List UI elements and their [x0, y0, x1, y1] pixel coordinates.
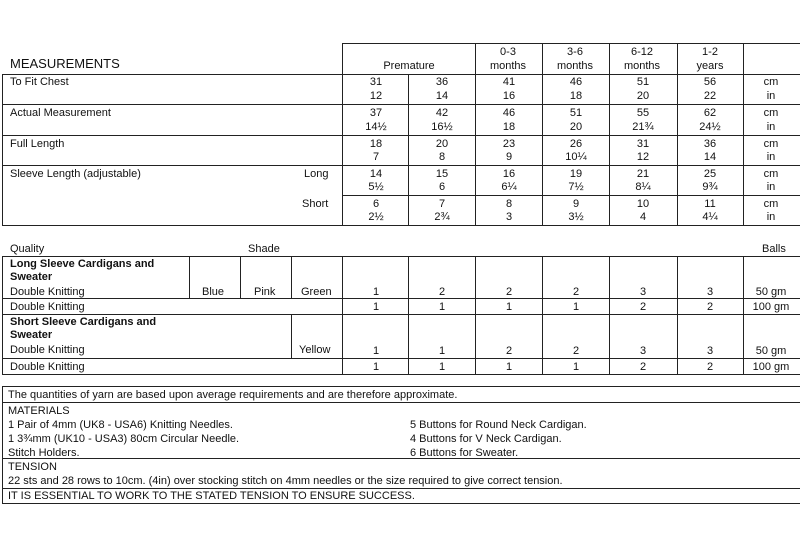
cell: 7: [438, 198, 446, 210]
cell: 3: [505, 211, 513, 223]
balls-label: Balls: [762, 243, 786, 255]
balls-cell: 100 gm: [752, 361, 790, 373]
material-item: 4 Buttons for V Neck Cardigan.: [410, 433, 562, 445]
cell: 10: [636, 198, 650, 210]
cell: 1: [505, 301, 513, 313]
cell: 41: [502, 76, 516, 88]
balls-cell: 50 gm: [755, 286, 787, 298]
cell: 2: [505, 345, 513, 357]
cell: 26: [569, 138, 583, 150]
row-label-actual: Actual Measurement: [10, 107, 111, 119]
unit: in: [766, 121, 776, 133]
cell: 2: [438, 286, 446, 298]
balls-cell: 100 gm: [752, 301, 790, 313]
cell: 20: [435, 138, 449, 150]
shade-blue: Blue: [202, 286, 225, 298]
cell: 56: [703, 76, 717, 88]
cell: 2: [639, 301, 647, 313]
cell: 6: [438, 181, 446, 193]
cell: 3: [639, 345, 647, 357]
cell: 31: [369, 76, 383, 88]
unit: cm: [763, 107, 779, 119]
cell: 21: [636, 168, 650, 180]
material-item: 1 Pair of 4mm (UK8 - USA6) Knitting Needles.: [8, 419, 233, 431]
material-item: 5 Buttons for Round Neck Cardigan.: [410, 419, 587, 431]
cell: 8¼: [635, 181, 651, 193]
sleeve-short-label: Short: [302, 198, 329, 210]
cell: 4: [639, 211, 647, 223]
cell: 9¾: [702, 181, 718, 193]
cell: 3: [639, 286, 647, 298]
cell: 2: [706, 301, 714, 313]
materials-title: MATERIALS: [8, 405, 70, 417]
row-label-sleeve: Sleeve Length (adjustable): [10, 168, 141, 180]
cell: 1: [372, 301, 380, 313]
cell: 1: [505, 361, 513, 373]
cell: 7½: [568, 181, 584, 193]
cell: 31: [636, 138, 650, 150]
cell: 2: [572, 345, 580, 357]
cell: 9: [572, 198, 580, 210]
cell: 1: [438, 345, 446, 357]
cell: 1: [572, 361, 580, 373]
cell: 2: [572, 286, 580, 298]
quality-cell: Double Knitting: [10, 286, 85, 298]
cell: 15: [435, 168, 449, 180]
tension-title: TENSION: [8, 461, 57, 473]
cell: 51: [569, 107, 583, 119]
cell: 3: [706, 345, 714, 357]
cell: 20: [569, 121, 583, 133]
header-0-3-unit: months: [489, 60, 527, 72]
cell: 2: [639, 361, 647, 373]
quality-cell: Double Knitting: [10, 361, 85, 373]
cell: 16½: [431, 121, 453, 133]
shade-green: Green: [301, 286, 332, 298]
cell: 6: [372, 198, 380, 210]
cell: 22: [703, 90, 717, 102]
unit: in: [766, 211, 776, 223]
header-6-12: 6-12: [630, 46, 654, 58]
unit: cm: [763, 198, 779, 210]
essential-note: IT IS ESSENTIAL TO WORK TO THE STATED TENSION TO ENSURE SUCCESS.: [8, 490, 415, 502]
cell: 1: [572, 301, 580, 313]
cell: 1: [372, 361, 380, 373]
cell: 2: [505, 286, 513, 298]
unit: in: [766, 151, 776, 163]
cell: 6¼: [501, 181, 517, 193]
unit: cm: [763, 168, 779, 180]
cell: 62: [703, 107, 717, 119]
header-1-2-unit: years: [696, 60, 724, 72]
unit: cm: [763, 76, 779, 88]
cell: 14: [703, 151, 717, 163]
cell: 19: [569, 168, 583, 180]
cell: 46: [569, 76, 583, 88]
cell: 8: [438, 151, 446, 163]
cell: 1: [372, 345, 380, 357]
header-6-12-unit: months: [623, 60, 661, 72]
cell: 46: [502, 107, 516, 119]
measurements-title: MEASUREMENTS: [10, 56, 120, 71]
cell: 25: [703, 168, 717, 180]
cell: 12: [369, 90, 383, 102]
long-sleeve-group-label: Long Sleeve Cardigans and Sweater: [10, 258, 155, 283]
material-item: 1 3¾mm (UK10 - USA3) 80cm Circular Needle.: [8, 433, 240, 445]
cell: 1: [438, 301, 446, 313]
cell: 14: [369, 168, 383, 180]
cell: 3: [706, 286, 714, 298]
unit: in: [766, 181, 776, 193]
cell: 55: [636, 107, 650, 119]
header-1-2: 1-2: [702, 46, 718, 58]
cell: 36: [435, 76, 449, 88]
cell: 12: [636, 151, 650, 163]
cell: 8: [505, 198, 513, 210]
sleeve-long-label: Long: [304, 168, 329, 180]
cell: 14: [435, 90, 449, 102]
quality-label: Quality: [10, 243, 45, 255]
shade-pink: Pink: [254, 286, 276, 298]
tension-text: 22 sts and 28 rows to 10cm. (4in) over stocking stitch on 4mm needles or the size required to give correct tension.: [8, 475, 563, 487]
cell: 18: [502, 121, 516, 133]
quantities-note: The quantities of yarn are based upon average requirements and are therefore approximate.: [8, 389, 458, 401]
unit: cm: [763, 138, 779, 150]
header-0-3: 0-3: [500, 46, 516, 58]
quality-cell: Double Knitting: [10, 344, 85, 356]
cell: 14½: [365, 121, 387, 133]
header-3-6-unit: months: [556, 60, 594, 72]
cell: 24½: [699, 121, 721, 133]
cell: 36: [703, 138, 717, 150]
header-premature: Premature: [383, 60, 435, 72]
cell: 51: [636, 76, 650, 88]
cell: 11: [704, 198, 716, 210]
cell: 7: [372, 151, 380, 163]
cell: 18: [569, 90, 583, 102]
cell: 1: [372, 286, 380, 298]
balls-cell: 50 gm: [755, 345, 787, 357]
cell: 2½: [368, 211, 384, 223]
cell: 9: [505, 151, 513, 163]
short-sleeve-group-label: Short Sleeve Cardigans and Sweater: [10, 316, 157, 341]
cell: 5½: [368, 181, 384, 193]
cell: 16: [502, 90, 516, 102]
cell: 37: [369, 107, 383, 119]
shade-label: Shade: [248, 243, 280, 255]
cell: 21¾: [632, 121, 654, 133]
row-label-chest: To Fit Chest: [10, 76, 69, 88]
cell: 1: [438, 361, 446, 373]
header-3-6: 3-6: [567, 46, 583, 58]
cell: 16: [502, 168, 516, 180]
cell: 18: [369, 138, 383, 150]
material-item: 6 Buttons for Sweater.: [410, 447, 519, 459]
cell: 3½: [568, 211, 584, 223]
row-label-full-length: Full Length: [10, 138, 65, 150]
cell: 42: [435, 107, 449, 119]
unit: in: [766, 90, 776, 102]
material-item: Stitch Holders.: [8, 447, 80, 459]
cell: 2¾: [434, 211, 450, 223]
shade-yellow: Yellow: [299, 344, 331, 356]
quality-cell: Double Knitting: [10, 301, 85, 313]
cell: 23: [502, 138, 516, 150]
cell: 4¼: [702, 211, 718, 223]
cell: 2: [706, 361, 714, 373]
cell: 20: [636, 90, 650, 102]
cell: 10¼: [565, 151, 587, 163]
